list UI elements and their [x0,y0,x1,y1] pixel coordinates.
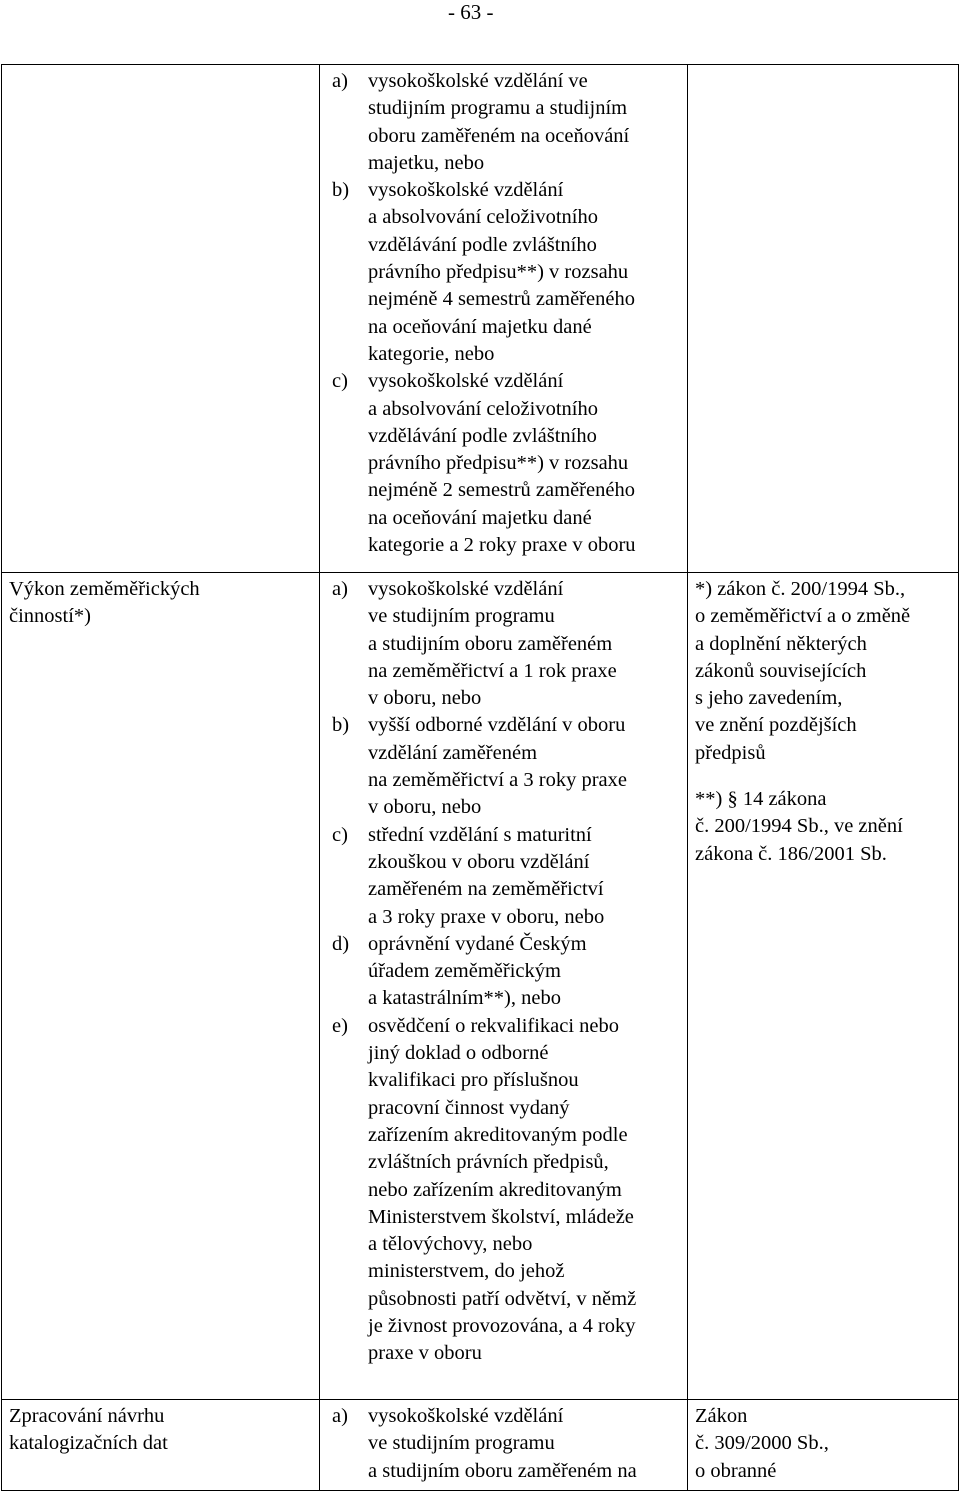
requirement-item [332,931,683,1013]
activity-cell [2,65,320,573]
requirement-line: právního předpisu**) v rozsahu [368,452,629,475]
requirement-item [332,1013,683,1368]
requirement-line: působnosti patří odvětví, v němž [368,1287,637,1310]
requirement-text [368,368,683,559]
requirements-list [320,573,687,1368]
requirement-line: zaměřeném na zeměměřictví [368,878,604,901]
requirement-line: vysokoškolské vzdělání ve [368,70,588,92]
note-line: o zeměměřictví a o změně [695,605,911,628]
requirement-line: je živnost provozována, a 4 roky [368,1315,636,1338]
requirement-line: kvalifikaci pro příslušnou [368,1069,579,1092]
requirement-line: a tělovýchovy, nebo [368,1233,533,1256]
requirement-label: a) [332,578,348,600]
requirements-cell [320,573,688,1400]
requirements-cell [320,65,688,573]
activity-cell [2,573,320,1400]
requirement-line: jiný doklad o odborné [368,1042,549,1065]
notes-cell [688,573,959,1400]
table-row [2,65,959,573]
requirement-line: a absolvování celoživotního [368,206,598,229]
note-line: o obranné [695,1459,777,1482]
requirement-item [332,368,683,559]
requirement-label: c) [332,370,348,393]
requirement-line: studijním programu a studijním [368,97,628,120]
requirement-label: a) [332,70,348,92]
requirement-line: Ministerstvem školství, mládeže [368,1205,634,1228]
requirement-line: vysokoškolské vzdělání [368,179,564,202]
requirement-text [368,1403,683,1485]
requirement-line: na zeměměřictví a 3 roky praxe [368,769,627,792]
requirement-line: ve studijním programu [368,605,555,628]
requirement-line: vysokoškolské vzdělání [368,578,564,600]
requirement-item [332,822,683,931]
activity-text [2,1400,319,1458]
requirement-line: a studijním oboru zaměřeném [368,632,613,655]
requirement-line: nejméně 4 semestrů zaměřeného [368,288,635,311]
requirement-line: v oboru, nebo [368,687,482,710]
requirement-line: střední vzdělání s maturitní [368,823,592,846]
requirement-text [368,177,683,368]
requirement-line: a katastrálním**), nebo [368,987,561,1010]
requirement-line: a 3 roky praxe v oboru, nebo [368,905,605,928]
note-line: č. 309/2000 Sb., [695,1432,829,1455]
requirement-line: nejméně 2 semestrů zaměřeného [368,479,635,502]
requirement-line: a absolvování celoživotního [368,397,598,420]
requirement-label: a) [332,1405,348,1427]
requirement-line: vzdělávání podle zvláštního [368,424,597,447]
requirement-line: vyšší odborné vzdělání v oboru [368,714,626,737]
requirement-line: zařízením akreditovaným podle [368,1123,628,1146]
note-line: č. 200/1994 Sb., ve znění [695,815,903,838]
requirement-line: na zeměměřictví a 1 rok praxe [368,659,617,682]
requirement-line: ministerstvem, do jehož [368,1260,565,1283]
note-spacer [695,767,952,786]
note-line: s jeho zavedením, [695,687,843,710]
requirement-line: vysokoškolské vzdělání [368,1405,564,1427]
note-line: zákona č. 186/2001 Sb. [695,842,887,865]
requirements-list [320,1400,687,1485]
table-row [2,573,959,1400]
requirement-line: vzdělávání podle zvláštního [368,233,597,256]
requirement-line: majetku, nebo [368,151,485,174]
requirements-list [320,65,687,559]
activity-line: činností*) [9,605,91,628]
activity-line: katalogizačních dat [9,1432,168,1455]
requirement-line: zkouškou v oboru vzdělání [368,850,590,873]
requirement-item [332,1403,683,1485]
notes-text [688,573,958,868]
notes-cell [688,1400,959,1491]
requirement-text [368,931,683,1013]
note-line: předpisů [695,741,766,764]
requirement-line: osvědčení o rekvalifikaci nebo [368,1014,620,1037]
note-line: Zákon [695,1405,748,1427]
requirement-text [368,1013,683,1368]
note-line: zákonů souvisejících [695,659,867,682]
requirement-line: praxe v oboru [368,1342,482,1365]
requirement-line: pracovní činnost vydaný [368,1096,570,1119]
notes-text [688,65,958,68]
requirement-label: b) [332,714,350,737]
requirement-line: ve studijním programu [368,1432,555,1455]
requirement-label: d) [332,932,350,955]
activity-line: Výkon zeměměřických [9,578,200,600]
requirement-text [368,822,683,931]
requirement-line: kategorie a 2 roky praxe v oboru [368,534,636,557]
activity-text [2,65,319,68]
requirement-label: c) [332,823,348,846]
requirement-line: nebo zařízením akreditovaným [368,1178,622,1201]
activity-line: Zpracování návrhu [9,1405,165,1427]
note-line: **) § 14 zákona [695,788,827,811]
requirement-line: vysokoškolské vzdělání [368,370,564,393]
requirement-text [368,68,683,177]
note-line: ve znění pozdějších [695,714,857,737]
requirement-line: kategorie, nebo [368,342,495,365]
requirement-line: a studijním oboru zaměřeném na [368,1459,637,1482]
table-row [2,1400,959,1491]
requirements-cell [320,1400,688,1491]
activity-cell [2,1400,320,1491]
requirement-line: právního předpisu**) v rozsahu [368,261,629,284]
requirement-line: úřadem zeměměřickým [368,960,561,983]
requirement-item [332,576,683,712]
requirement-line: zvláštních právních předpisů, [368,1151,609,1174]
requirement-line: na oceňování majetku dané [368,506,592,529]
table-body [2,65,959,1491]
note-line: *) zákon č. 200/1994 Sb., [695,578,906,600]
requirement-item [332,712,683,821]
requirement-item [332,68,683,177]
requirement-line: na oceňování majetku dané [368,315,592,338]
page-number: - 63 - [448,0,494,24]
requirement-text [368,712,683,821]
requirement-line: v oboru, nebo [368,796,482,819]
activity-text [2,573,319,631]
notes-cell [688,65,959,573]
requirement-line: oprávnění vydané Českým [368,932,587,955]
requirement-label: e) [332,1014,348,1037]
requirement-line: oboru zaměřeném na oceňování [368,124,630,147]
requirement-text [368,576,683,712]
note-line: a doplnění některých [695,632,867,655]
qualification-table [1,64,959,1491]
requirement-line: vzdělání zaměřeném [368,741,538,764]
requirement-label: b) [332,179,350,202]
notes-text [688,1400,958,1485]
requirement-item [332,177,683,368]
